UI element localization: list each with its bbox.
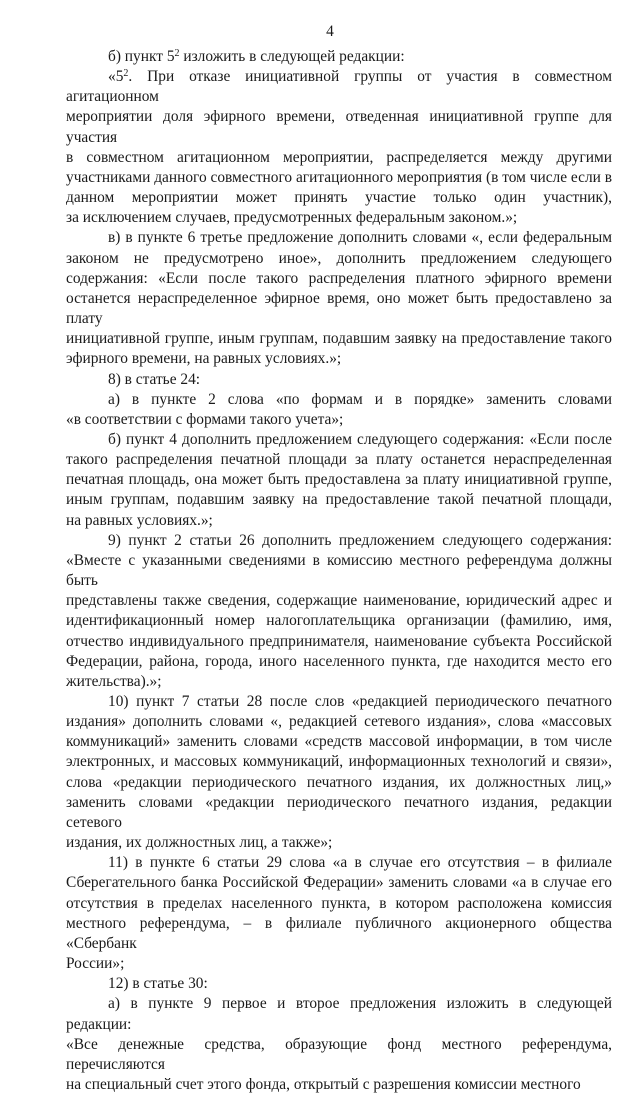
text-line: в) в пункте 6 третье предложение дополнить словами «, если федеральным (108, 229, 612, 247)
text-line: идентификационный номер налогоплательщика организации (фамилию, имя, (66, 612, 612, 630)
text-line: 12) в статье 30: (108, 975, 208, 993)
text-line: инициативной группе, иным группам, подавшим заявку на предоставление такого (66, 330, 612, 348)
text-line: печатная площадь, она может быть предоставлена за плату инициативной группе, (66, 471, 612, 489)
paragraph (66, 228, 612, 369)
text-line: останется нераспределенное эфирное время, оно может быть предоставлено за плату (66, 289, 612, 328)
text-line: на равных условиях.»; (66, 511, 213, 529)
paragraph (66, 430, 612, 531)
text-line: за исключением случаев, предусмотренных федеральным законом.»; (66, 209, 518, 227)
page-number: 4 (326, 23, 334, 40)
paragraph (66, 692, 612, 853)
text-line: электронных, и массовых коммуникаций, информационных технологий и связи», (66, 753, 612, 771)
paragraph (66, 974, 612, 994)
text-line: Сберегательного банка Российской Федерации» заменить словами «а в случае его (66, 874, 612, 892)
text-line: на специальный счет этого фонда, открытый с разрешения комиссии местного (66, 1075, 581, 1093)
text-line: такого распределения печатной площади за плату останется нераспределенная (66, 451, 612, 469)
text-line: а) в пункте 2 слова «по формам и в порядке» заменить словами (108, 390, 612, 408)
text-line: мероприятии доля эфирного времени, отведенная инициативной группе для участия (66, 108, 612, 146)
paragraph (66, 47, 612, 67)
text-line: иным группам, подавшим заявку на предоставление такой печатной площади, (66, 491, 612, 509)
paragraph (66, 853, 612, 974)
text-line: слова «редакции периодического печатного издания, их должностных лиц,» (66, 773, 612, 791)
text-line: б) пункт $5^2$ изложить в следующей редакции: (108, 48, 405, 65)
document-body (66, 47, 612, 1095)
text-line: эфирного времени, на равных условиях.»; (66, 350, 342, 368)
text-line: заменить словами «редакции периодического печатного издания, редакции сетевого (66, 793, 612, 831)
text-line: участниками данного совместного агитационного мероприятия (в том числе если в (66, 168, 612, 186)
text-line: данном мероприятии может принять участие только один участник), (66, 189, 612, 207)
text-line: «$5^2$. При отказе инициативной группы от участия в совместном агитационном (66, 68, 612, 106)
paragraph (66, 370, 612, 390)
text-line: отсутствия в пределах населенного пункта, в котором расположена комиссия (66, 894, 612, 912)
text-line: 11) в пункте 6 статьи 29 слова «а в случае его отсутствия – в филиале (108, 854, 612, 872)
text-line: Федерации, района, города, иного населенного пункта, где находится место его (66, 652, 612, 670)
text-line: коммуникаций» заменить словами «средств массовой информации, в том числе (66, 733, 612, 751)
text-line: местного референдума, – в филиале публичного акционерного общества «Сбербанк (66, 914, 612, 952)
text-line: содержания: «Если после такого распределения платного эфирного времени (66, 269, 612, 287)
paragraph (66, 67, 612, 228)
text-line: законом не предусмотрено иное», дополнить предложением следующего (66, 249, 612, 267)
paragraph (66, 994, 612, 1095)
text-line: России»; (66, 955, 125, 973)
paragraph (66, 390, 612, 430)
text-line: издания» дополнить словами «, редакцией сетевого издания», слова «массовых (66, 713, 612, 731)
text-line: «Все денежные средства, образующие фонд местного референдума, перечисляются (66, 1035, 612, 1073)
text-line: издания, их должностных лиц, а также»; (66, 834, 333, 852)
text-line: 8) в статье 24: (108, 370, 201, 388)
text-line: отчество индивидуального предпринимателя, наименование субъекта Российской (66, 632, 612, 650)
text-line: представлены также сведения, содержащие наименование, юридический адрес и (66, 592, 612, 610)
text-line: 9) пункт 2 статьи 26 дополнить предложением следующего содержания: (108, 531, 612, 549)
paragraph (66, 531, 612, 692)
text-line: в совместном агитационном мероприятии, распределяется между другими (66, 148, 612, 166)
text-line: а) в пункте 9 первое и второе предложения изложить в следующей редакции: (66, 995, 612, 1033)
text-line: «Вместе с указанными сведениями в комиссию местного референдума должны быть (66, 551, 612, 590)
text-line: 10) пункт 7 статьи 28 после слов «редакцией периодического печатного (108, 693, 612, 710)
text-line: б) пункт 4 дополнить предложением следующего содержания: «Если после (108, 430, 612, 448)
text-line: жительства).»; (66, 672, 162, 690)
text-line: «в соответствии с формами такого учета»; (66, 410, 344, 428)
